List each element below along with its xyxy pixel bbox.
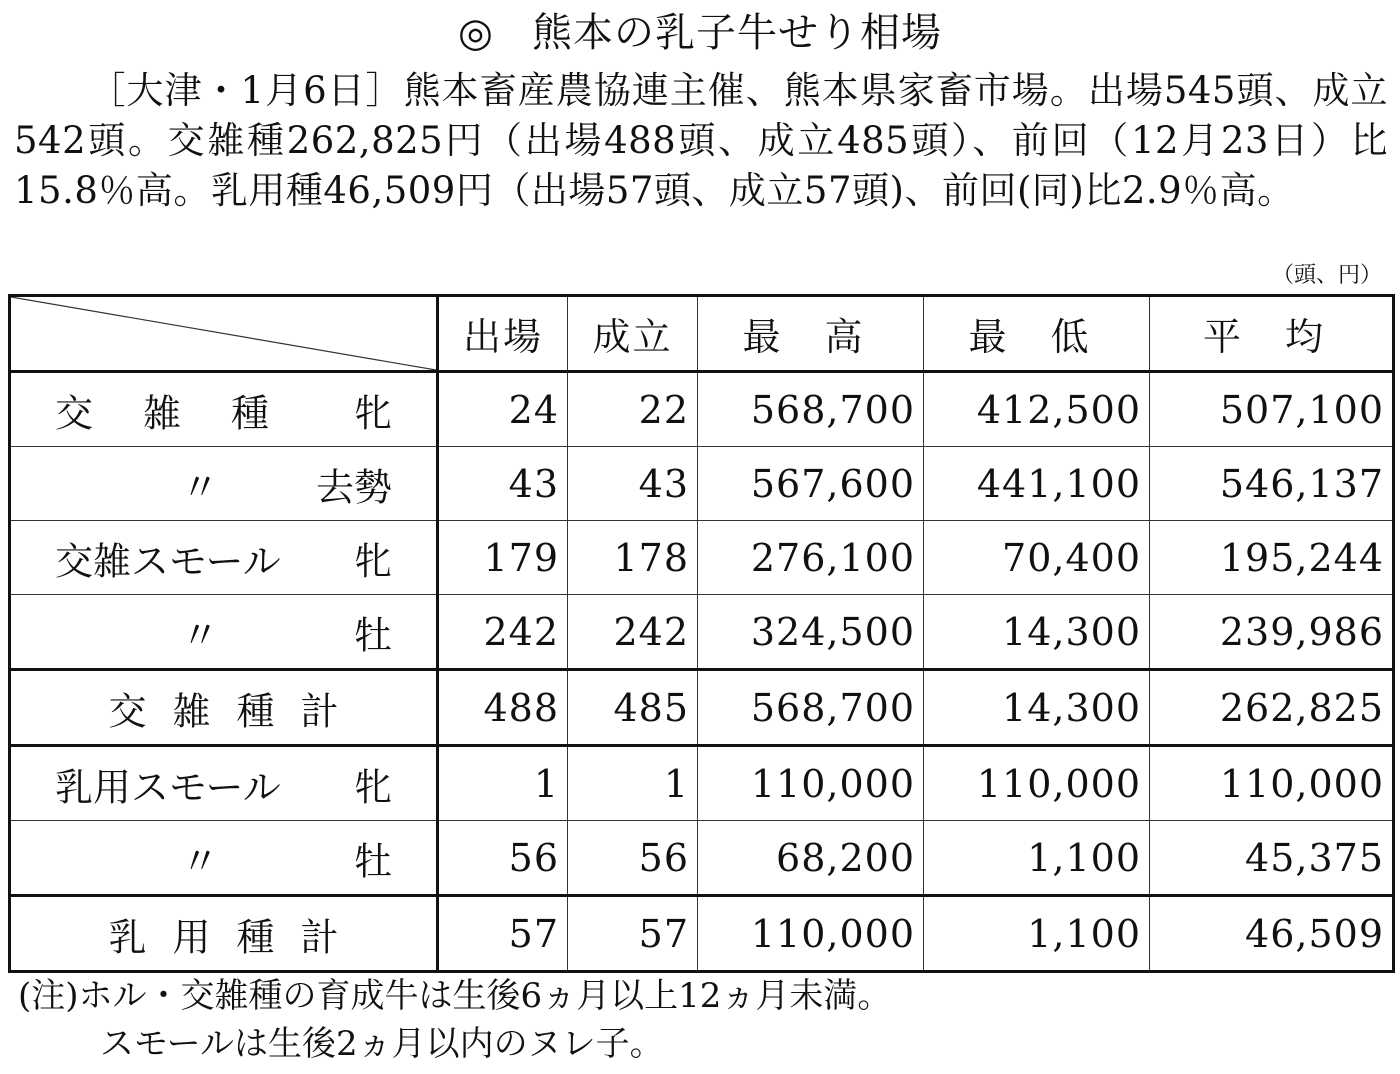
cell-avg: 110,000	[1150, 746, 1394, 821]
row-label	[10, 447, 438, 521]
row-label	[10, 896, 438, 972]
row-label-sex: 牝	[353, 539, 392, 583]
lead-text: ［大津・1月6日］熊本畜産農協連主催、熊本県家畜市場。出場545頭、成立542頭。交雑種262,825円（出場488頭、成立485頭）、前回（12月23日）比15.8％高。乳用種46,509円（出場57頭、成立57頭)、前回(同)比2.9％高。	[14, 69, 1388, 212]
row-label	[10, 521, 438, 595]
table-header-row	[10, 296, 1394, 372]
row-label-sex: 牝	[353, 765, 392, 809]
ditto-mark: 〃	[181, 465, 220, 509]
row-label-sex: 去勢	[315, 465, 392, 509]
row-label-category: 交雑種	[55, 391, 320, 435]
row-label-sex: 牡	[353, 839, 392, 883]
cell-entries: 56	[438, 821, 568, 896]
cell-sold: 56	[568, 821, 698, 896]
total-row-crossbred	[10, 670, 1394, 746]
row-label	[10, 746, 438, 821]
cell-avg: 507,100	[1150, 372, 1394, 447]
row-label	[10, 670, 438, 746]
header-entries: 出場	[438, 296, 568, 372]
row-label	[10, 372, 438, 447]
cell-min: 441,100	[924, 447, 1150, 521]
cell-sold: 485	[568, 670, 698, 746]
row-label-sex: 牝	[353, 391, 392, 435]
row-label-total: 乳用種計	[108, 915, 365, 959]
double-circle-icon: ◎	[458, 10, 494, 56]
footnote-2: スモールは生後2ヵ月以内のヌレ子。	[100, 1024, 664, 1064]
cell-min: 14,300	[924, 595, 1150, 670]
cell-min: 14,300	[924, 670, 1150, 746]
cell-sold: 57	[568, 896, 698, 972]
cell-max: 568,700	[698, 372, 924, 447]
cell-max: 110,000	[698, 896, 924, 972]
cell-min: 70,400	[924, 521, 1150, 595]
cell-sold: 43	[568, 447, 698, 521]
row-label-total: 交雑種計	[108, 689, 365, 733]
cell-entries: 179	[438, 521, 568, 595]
table-row	[10, 746, 1394, 821]
cell-min: 110,000	[924, 746, 1150, 821]
table-row	[10, 595, 1394, 670]
footnote-1: (注)ホル・交雑種の育成牛は生後6ヵ月以上12ヵ月未満。	[18, 976, 892, 1016]
row-label-sex: 牡	[353, 613, 392, 657]
header-avg: 平 均	[1150, 296, 1394, 372]
total-row-dairy	[10, 896, 1394, 972]
cell-min: 412,500	[924, 372, 1150, 447]
cell-max: 276,100	[698, 521, 924, 595]
row-label-category: 交雑スモール	[55, 539, 281, 583]
cell-avg: 546,137	[1150, 447, 1394, 521]
price-table	[8, 294, 1395, 973]
corner-cell	[10, 296, 438, 372]
header-min: 最 低	[924, 296, 1150, 372]
article-lead	[14, 66, 1388, 216]
cell-sold: 178	[568, 521, 698, 595]
cell-entries: 57	[438, 896, 568, 972]
cell-max: 110,000	[698, 746, 924, 821]
row-label	[10, 595, 438, 670]
ditto-mark: 〃	[181, 839, 220, 883]
unit-note: （頭、円）	[1271, 263, 1382, 288]
table-row	[10, 521, 1394, 595]
cell-sold: 22	[568, 372, 698, 447]
row-label	[10, 821, 438, 896]
cell-sold: 1	[568, 746, 698, 821]
header-sold: 成立	[568, 296, 698, 372]
cell-sold: 242	[568, 595, 698, 670]
cell-entries: 43	[438, 447, 568, 521]
cell-avg: 239,986	[1150, 595, 1394, 670]
cell-max: 568,700	[698, 670, 924, 746]
header-max: 最 高	[698, 296, 924, 372]
cell-max: 68,200	[698, 821, 924, 896]
cell-min: 1,100	[924, 896, 1150, 972]
cell-entries: 1	[438, 746, 568, 821]
cell-avg: 195,244	[1150, 521, 1394, 595]
table-row	[10, 821, 1394, 896]
cell-entries: 488	[438, 670, 568, 746]
ditto-mark: 〃	[181, 613, 220, 657]
cell-avg: 45,375	[1150, 821, 1394, 896]
footnotes	[18, 972, 891, 1068]
table-row	[10, 447, 1394, 521]
diagonal-line	[11, 297, 436, 370]
cell-avg: 46,509	[1150, 896, 1394, 972]
cell-max: 567,600	[698, 447, 924, 521]
cell-avg: 262,825	[1150, 670, 1394, 746]
table-row	[10, 372, 1394, 447]
title-text: 熊本の乳子牛せり相場	[531, 10, 942, 56]
cell-entries: 242	[438, 595, 568, 670]
cell-max: 324,500	[698, 595, 924, 670]
row-label-category: 乳用スモール	[55, 765, 281, 809]
article-title	[0, 8, 1400, 58]
cell-min: 1,100	[924, 821, 1150, 896]
cell-entries: 24	[438, 372, 568, 447]
